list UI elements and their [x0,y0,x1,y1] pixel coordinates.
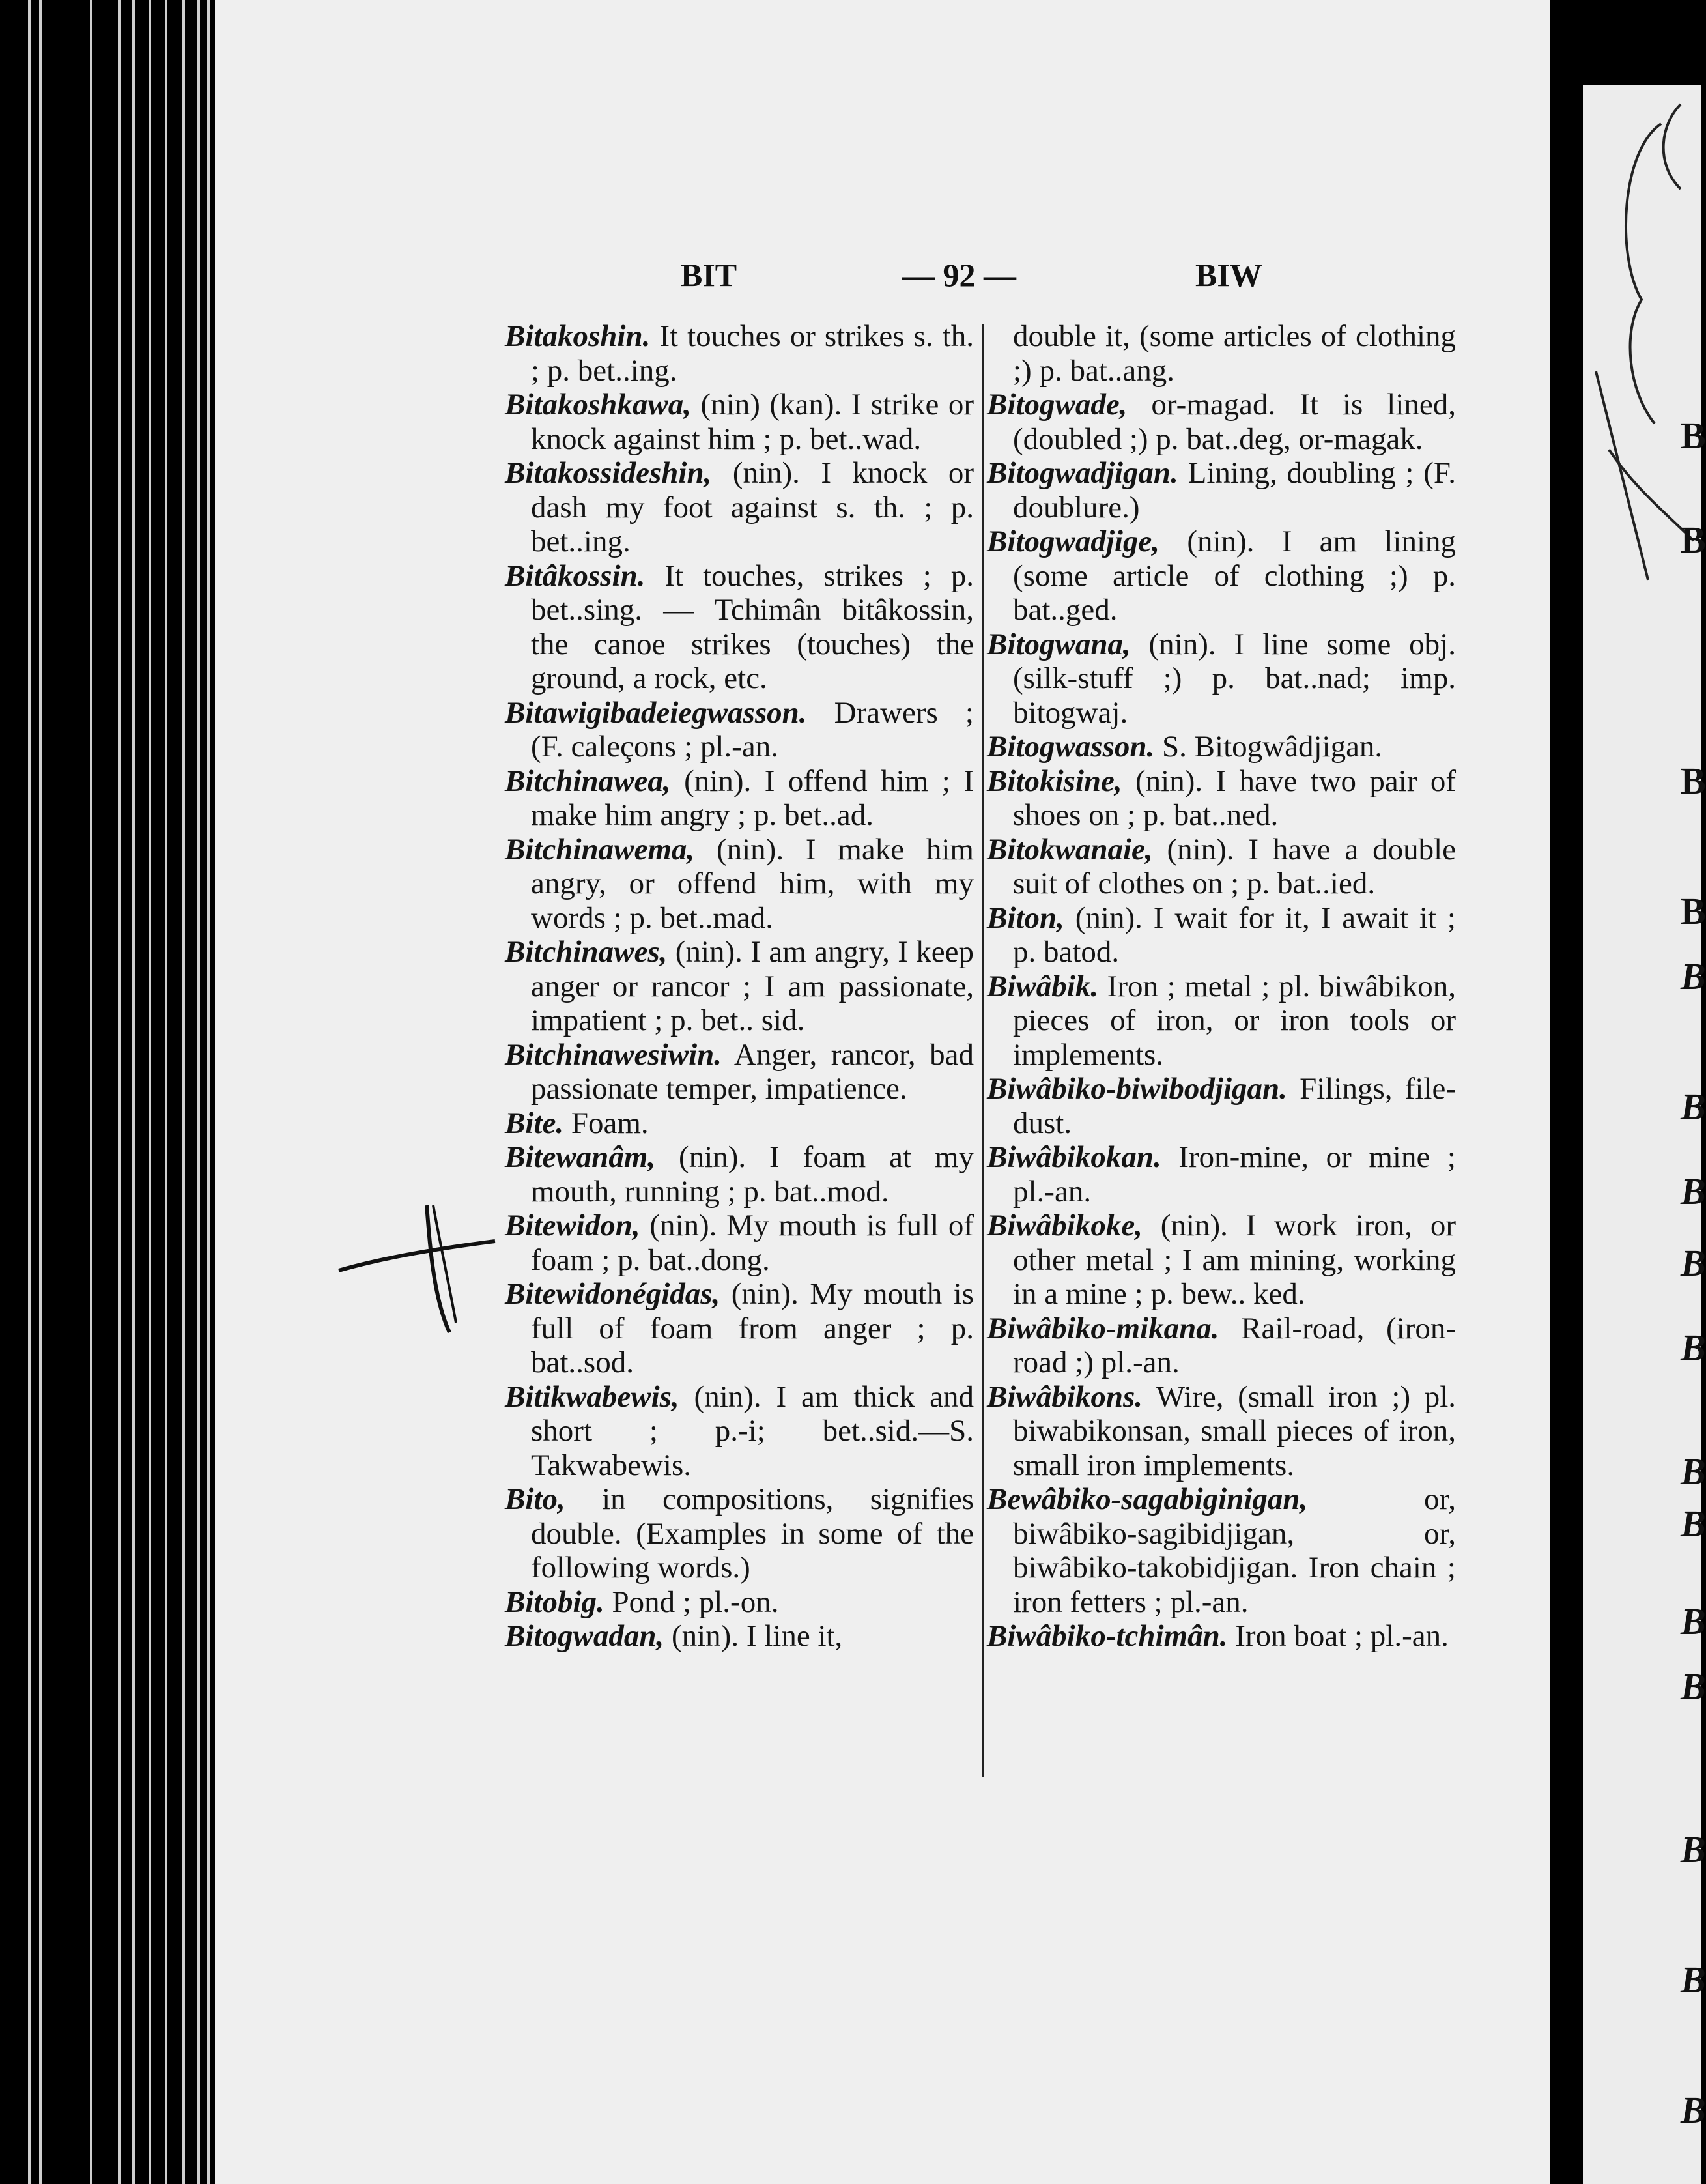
entry-definition: Pond ; pl.-on. [604,1585,779,1619]
facing-page-letter: B [1681,1450,1706,1493]
dictionary-entry [987,1482,1456,1619]
entry-headword: Bitokwanaie, [987,832,1153,867]
entry-headword: Bitikwabewis, [505,1379,679,1414]
entry-definition: Wire, (small iron ;) pl. biwabikonsan, small pieces of iron, small iron implements. [1013,1379,1456,1482]
dictionary-entry [987,319,1456,388]
entry-definition: (nin). I am angry, I keep anger or rancor ; I am passionate, impatient ; p. bet.. sid. [531,935,974,1037]
facing-page-pencil-marks [1583,85,1701,736]
dictionary-entry [987,833,1456,901]
dictionary-entry [987,970,1456,1072]
entry-definition: (nin). My mouth is full of foam ; p. bat..dong. [531,1209,974,1277]
entry-headword: Bitokisine, [987,764,1122,798]
facing-page-letter: B [1681,1242,1706,1284]
entry-definition: (nin). I have two pair of shoes on ; p. bat..ned. [1013,764,1456,832]
entry-headword: Biwâbikoke, [987,1209,1143,1243]
dictionary-entry [505,1482,974,1585]
entry-definition: Iron boat ; pl.-an. [1227,1619,1449,1653]
entry-definition: Lining, doubling ; (F. doublure.) [1013,456,1456,524]
entry-headword: Biwâbiko-tchimân. [987,1619,1228,1653]
column-divider [982,324,984,1777]
facing-page-letter: B [1681,414,1706,457]
dictionary-entry [505,1619,974,1654]
entry-headword: Bitchinawea, [505,764,671,798]
entry-definition: Anger, rancor, bad passionate temper, impatience. [531,1037,974,1106]
facing-page-letter: B [1681,955,1706,998]
entry-definition: Foam. [563,1106,649,1140]
entry-headword: Bitchinawes, [505,935,668,969]
facing-page-letter: B [1681,519,1706,561]
dictionary-entry [987,1619,1456,1654]
entry-headword: Biwâbikons. [987,1379,1143,1414]
entry-definition: (nin). I line it, [664,1619,843,1653]
entry-headword: Bitakoshkawa, [505,388,691,422]
facing-page-letter: B [1681,1502,1706,1545]
entry-headword: Bitewidon, [505,1209,640,1243]
entry-headword: Biwâbiko-mikana. [987,1311,1219,1345]
facing-page-letter: B [1681,1828,1706,1871]
right-column [987,319,1456,1654]
facing-page-letter: B [1681,1085,1706,1128]
entry-definition: Rail-road, (iron-road ;) pl.-an. [1013,1311,1456,1379]
entry-headword: Bitakoshin. [505,319,651,353]
entry-headword: Bitogwade, [987,388,1128,422]
entry-headword: Bitchinawesiwin. [505,1037,722,1072]
entry-definition: (nin). I wait for it, I await it ; p. batod. [1013,900,1456,969]
facing-page-letter: B [1681,1170,1706,1213]
entry-headword: Bitawigibadeiegwasson. [505,695,807,730]
entry-headword: Bitakossideshin, [505,456,712,490]
entry-headword: Bitâkossin. [505,558,646,593]
entry-definition: or, biwâbiko-sagibidjigan, or, biwâbiko-takobidjigan. Iron chain ; iron fetters ; pl.-an. [1013,1482,1456,1619]
dictionary-entry [987,1380,1456,1483]
entry-definition: (nin). I have a double suit of clothes on ; p. bat..ied. [1013,832,1456,900]
header-right-guide-word: BIW [1195,257,1262,293]
header-left-guide-word: BIT [681,257,737,293]
page-number: — 92 — [902,257,1016,293]
entry-definition: (nin) (kan). I strike or knock against him ; p. bet..wad. [531,388,974,456]
entry-headword: Biwâbiko-biwibodjigan. [987,1072,1287,1106]
dictionary-entry [987,388,1456,456]
entry-definition: in compositions, signifies double. (Examples in some of the following words.) [531,1482,974,1585]
entry-definition: (nin). I make him angry, or offend him, with my words ; p. bet..mad. [531,832,974,935]
entry-definition: S. Bitogwâdjigan. [1154,730,1383,764]
entry-headword: Bito, [505,1482,565,1516]
entry-definition: or-magad. It is lined, (doubled ;) p. bat..deg, or-magak. [1013,388,1456,456]
entry-headword: Bitogwadjigan. [987,456,1178,490]
facing-page-letter: B [1681,1600,1706,1643]
dictionary-entry [987,1209,1456,1312]
facing-page-letter: B [1681,1959,1706,2001]
handwritten-cross-mark [0,0,586,1433]
dictionary-entry [987,1140,1456,1209]
entry-headword: Biton, [987,900,1064,935]
dictionary-entry [505,1585,974,1620]
entry-definition: (nin). I line some obj. (silk-stuff ;) p. bat..nad; imp. bitogwaj. [1013,627,1456,730]
running-header [681,256,1267,302]
facing-page-letter: B [1681,890,1706,932]
dictionary-entry [987,627,1456,730]
entry-headword: Bitobig. [505,1585,604,1619]
dictionary-entry [987,524,1456,627]
entry-headword: Biwâbik. [987,969,1099,1003]
facing-page-letter: B [1681,1665,1706,1708]
entry-definition: (nin). My mouth is full of foam from anger ; p. bat..sod. [531,1277,974,1379]
entry-headword: Bitewidonégidas, [505,1277,720,1311]
entry-headword: Bitewanâm, [505,1140,656,1174]
dictionary-entry [987,730,1456,764]
dictionary-entry [987,456,1456,524]
entry-definition: Iron ; metal ; pl. biwâbikon, pieces of iron, or iron tools or implements. [1013,969,1456,1072]
entry-definition: It touches or strikes s. th. ; p. bet..ing. [531,319,974,388]
entry-definition: It touches, strikes ; p. bet..sing. — Tchimân bitâkossin, the canoe strikes (touches) the ground, a rock, etc. [531,558,974,695]
entry-definition: (nin). I am lining (some article of clothing ;) p. bat..ged. [1013,524,1456,627]
facing-page-letter: B [1681,2089,1706,2131]
dictionary-entry [987,1312,1456,1380]
entry-headword: Bitogwana, [987,627,1131,661]
facing-page-edge [1583,85,1706,2184]
dictionary-entry [987,764,1456,833]
entry-headword: Biwâbikokan. [987,1140,1161,1174]
entry-headword: Bite. [505,1106,564,1140]
entry-definition: Drawers ; (F. caleçons ; pl.-an. [531,695,974,764]
dictionary-entry [987,901,1456,970]
entry-definition: Iron-mine, or mine ; pl.-an. [1013,1140,1456,1209]
entry-definition: double it, (some articles of clothing ;) p. bat..ang. [1013,319,1456,388]
entry-definition: (nin). I knock or dash my foot against s. th. ; p. bet..ing. [531,456,974,558]
dictionary-entry [987,1072,1456,1140]
entry-definition: (nin). I foam at my mouth, running ; p. bat..mod. [531,1140,974,1209]
facing-page-letter: B [1681,760,1706,802]
entry-headword: Bitogwadjige, [987,524,1160,558]
entry-definition: Filings, file-dust. [1013,1072,1456,1140]
facing-page-letter: B [1681,1327,1706,1369]
entry-headword: Bitogwadan, [505,1619,664,1653]
entry-definition: (nin). I offend him ; I make him angry ; p. bet..ad. [531,764,974,832]
entry-headword: Bitogwasson. [987,730,1155,764]
entry-headword: Bitchinawema, [505,832,695,867]
entry-definition: (nin). I work iron, or other metal ; I am mining, working in a mine ; p. bew.. ked. [1013,1209,1456,1311]
entry-definition: (nin). I am thick and short ; p.-i; bet..sid.—S. Takwabewis. [531,1379,974,1482]
entry-headword: Bewâbiko-sagabiginigan, [987,1482,1308,1516]
